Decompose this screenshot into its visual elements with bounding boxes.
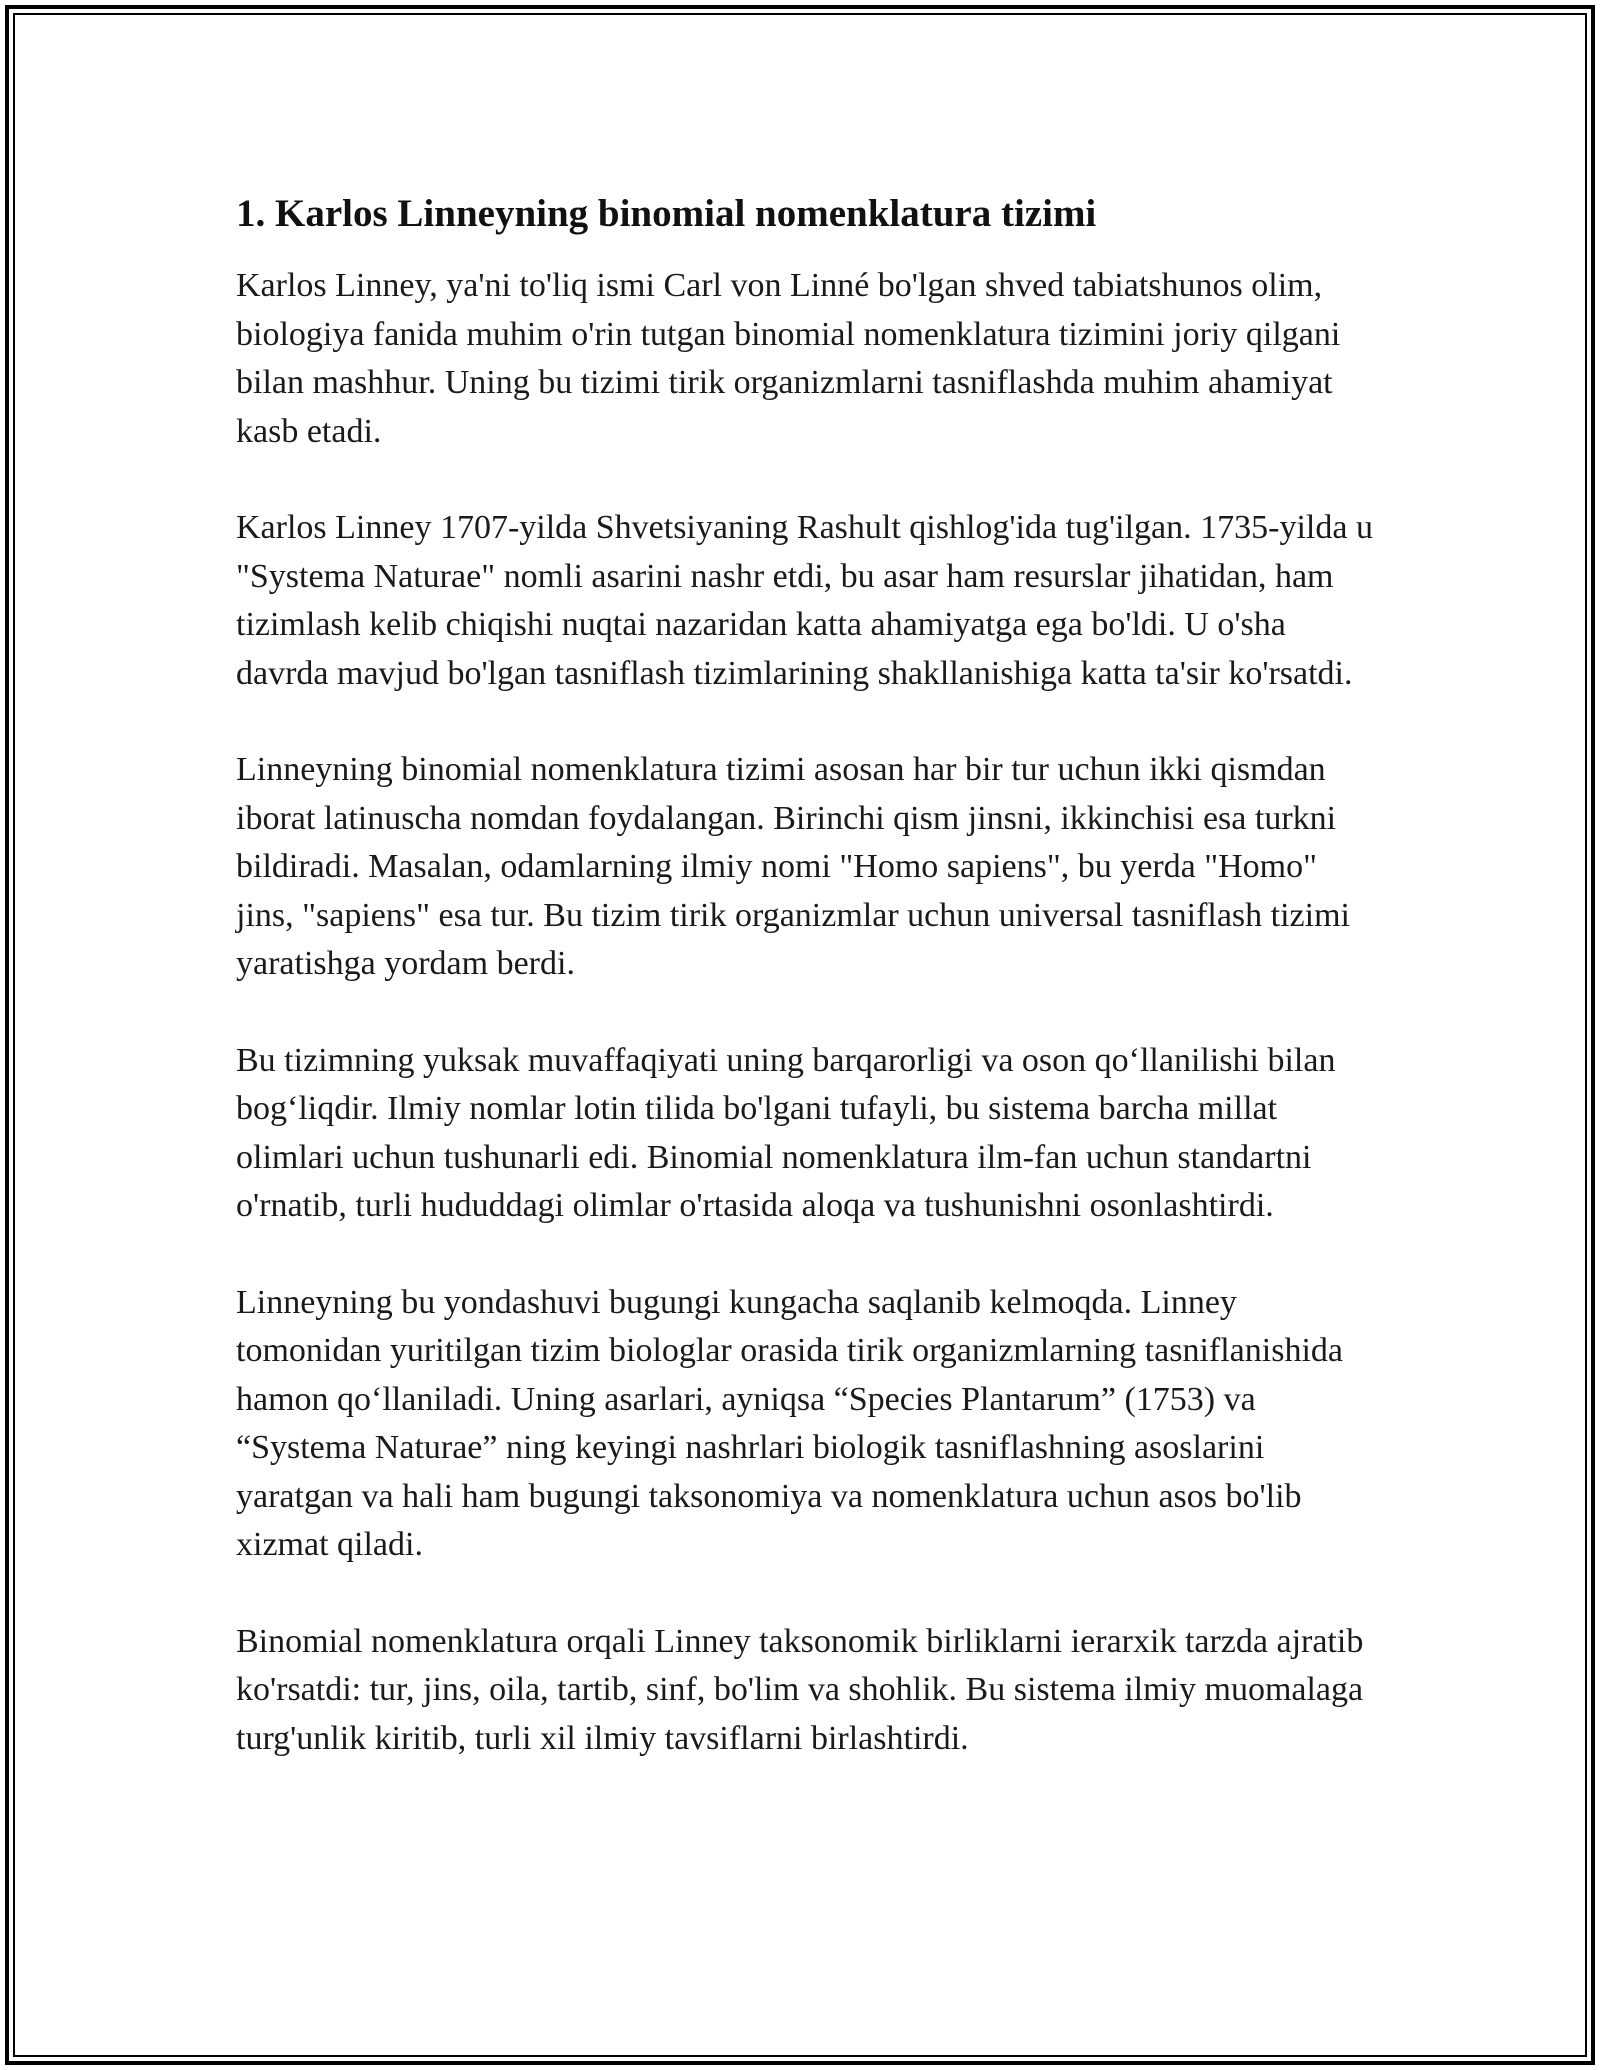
document-body [236,186,1376,1811]
paragraph-intro: Karlos Linney, ya'ni to'liq ismi Carl von Linné bo'lgan shved tabiatshunos olim, biologiya fanida muhim o'rin tutgan binomial nomenklatura tizimini joriy qilgani bilan mashhur. Uning bu tizimi tirik organizmlarni tasniflashda muhim ahamiyat kasb etadi. [236,267,1341,450]
paragraph-success: Bu tizimning yuksak muvaffaqiyati uning barqarorligi va oson qoʻllanilishi bilan bogʻliqdir. Ilmiy nomlar lotin tilida bo'lgani tufayli, bu sistema barcha millat olimlari uchun tushunarli edi. Binomial nomenklatura ilm-fan uchun standartni o'rnatib, turli hududdagi olimlar o'rtasida aloqa va tushunishni osonlashtirdi. [236,1041,1336,1224]
section-title: 1. Karlos Linneyning binomial nomenklatura tizimi [236,192,1097,235]
paragraph-biography: Karlos Linney 1707-yilda Shvetsiyaning Rashult qishlog'ida tug'ilgan. 1735-yilda u "Systema Naturae" nomli asarini nashr etdi, bu asar ham resurslar jihatidan, ham tizimlash kelib chiqishi nuqtai nazaridan katta ahamiyatga ega bo'ldi. U o'sha davrda mavjud bo'lgan tasniflash tizimlarining shakllanishiga katta ta'sir ko'rsatdi. [236,509,1373,692]
paragraph-binomial-system: Linneyning binomial nomenklatura tizimi asosan har bir tur uchun ikki qismdan iborat latinuscha nomdan foydalangan. Birinchi qism jinsni, ikkinchisi esa turkni bildiradi. Masalan, odamlarning ilmiy nomi "Homo sapiens", bu yerda "Homo" jins, "sapiens" esa tur. Bu tizim tirik organizmlar uchun universal tasniflash tizimi yaratishga yordam berdi. [236,751,1350,982]
paragraph-hierarchy: Binomial nomenklatura orqali Linney taksonomik birliklarni ierarxik tarzda ajratib ko'rsatdi: tur, jins, oila, tartib, sinf, bo'lim va shohlik. Bu sistema ilmiy muomalaga turg'unlik kiritib, turli xil ilmiy tavsiflarni birlashtirdi. [236,1622,1364,1757]
paragraph-legacy: Linneyning bu yondashuvi bugungi kungacha saqlanib kelmoqda. Linney tomonidan yuritilgan tizim biologlar orasida tirik organizmlarning tasniflanishida hamon qoʻllaniladi. Uning asarlari, ayniqsa “Species Plantarum” (1753) va “Systema Naturae” ning keyingi nashrlari biologik tasniflashning asoslarini yaratgan va hali ham bugungi taksonomiya va nomenklatura uchun asos bo'lib xizmat qiladi. [236,1283,1343,1563]
